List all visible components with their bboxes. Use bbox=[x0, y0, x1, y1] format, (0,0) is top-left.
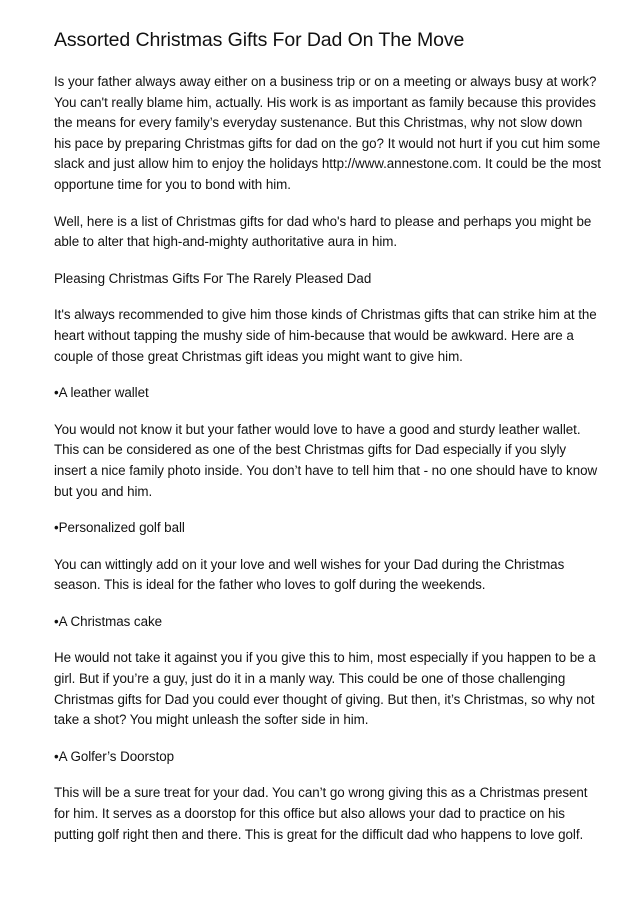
text-line: putting golf right then and there. This is great for the difficult dad who happens to love golf. bbox=[54, 826, 584, 842]
text-line: •A leather wallet bbox=[54, 385, 149, 401]
paragraph bbox=[54, 305, 597, 367]
paragraph bbox=[54, 555, 594, 596]
paragraph-spacer bbox=[54, 539, 594, 555]
text-line: girl. But if you’re a guy, just do it in a manly way. This could be one of those challenging bbox=[54, 671, 566, 687]
document-body bbox=[54, 72, 601, 845]
text-line: for him. It serves as a doorstop for this office but also allows your dad to practice on his bbox=[54, 806, 565, 822]
text-line: Is your father always away either on a business trip or on a meeting or always busy at work? bbox=[54, 74, 597, 89]
paragraph-spacer bbox=[54, 196, 594, 212]
text-line: heart without tapping the mushy side of him-because that would be awkward. Here are a bbox=[54, 327, 574, 343]
text-line: couple of those great Christmas gift ideas you might want to give him. bbox=[54, 348, 463, 364]
text-line: This will be a sure treat for your dad. You can’t go wrong giving this as a Christmas present bbox=[54, 785, 588, 801]
paragraph-spacer bbox=[54, 596, 594, 612]
text-line: He would not take it against you if you give this to him, most especially if you happen to be a bbox=[54, 650, 596, 666]
text-line: Christmas gifts for Dad you could ever thought of giving. But then, it’s Christmas, so why not bbox=[54, 691, 595, 707]
text-line: It's always recommended to give him those kinds of Christmas gifts that can strike him at the bbox=[54, 307, 597, 323]
text-line: This can be considered as one of the best Christmas gifts for Dad especially if you slyly bbox=[54, 442, 567, 458]
paragraph bbox=[54, 420, 598, 502]
document-page bbox=[54, 28, 601, 845]
paragraph bbox=[54, 747, 594, 768]
text-line: Pleasing Christmas Gifts For The Rarely Pleased Dad bbox=[54, 270, 372, 286]
text-line: opportune time for you to bond with him. bbox=[54, 176, 291, 192]
paragraph-spacer bbox=[54, 253, 594, 269]
paragraph bbox=[54, 518, 594, 539]
paragraph-spacer bbox=[54, 502, 594, 518]
paragraph bbox=[54, 612, 594, 633]
text-line: •A Golfer’s Doorstop bbox=[54, 748, 175, 764]
text-line: insert a nice family photo inside. You don’t have to tell him that - no one should have to know bbox=[54, 462, 598, 478]
text-line: take a shot? You might unleash the softer side in him. bbox=[54, 712, 369, 728]
paragraph-spacer bbox=[54, 404, 594, 420]
paragraph bbox=[54, 783, 594, 845]
paragraph-spacer bbox=[54, 367, 594, 383]
paragraph bbox=[54, 72, 601, 196]
text-line: You can't really blame him, actually. His work is as important as family because this provides bbox=[54, 94, 596, 110]
text-line: You can wittingly add on it your love and well wishes for your Dad during the Christmas bbox=[54, 556, 565, 572]
text-line: •A Christmas cake bbox=[54, 613, 163, 629]
paragraph-spacer bbox=[54, 289, 594, 305]
text-line: slack and just allow him to enjoy the holidays http://www.annestone.com. It could be the most bbox=[54, 156, 601, 172]
paragraph bbox=[54, 648, 594, 730]
paragraph bbox=[54, 383, 594, 404]
paragraph-spacer bbox=[54, 632, 594, 648]
text-line: •Personalized golf ball bbox=[54, 520, 185, 536]
paragraph bbox=[54, 269, 594, 290]
text-line: Well, here is a list of Christmas gifts for dad who's hard to please and perhaps you might be bbox=[54, 213, 592, 229]
text-line: able to alter that high-and-mighty authoritative aura in him. bbox=[54, 234, 398, 250]
page-title: Assorted Christmas Gifts For Dad On The Move bbox=[54, 29, 465, 51]
text-line: but you and him. bbox=[54, 483, 153, 499]
text-line: the means for every family’s everyday sustenance. But this Christmas, why not slow down bbox=[54, 115, 583, 131]
text-line: season. This is ideal for the father who loves to golf during the weekends. bbox=[54, 577, 486, 593]
paragraph-spacer bbox=[54, 731, 594, 747]
text-line: You would not know it but your father would love to have a good and sturdy leather wallet. bbox=[54, 421, 581, 437]
paragraph bbox=[54, 212, 594, 253]
text-line: his pace by preparing Christmas gifts for dad on the go? It would not hurt if you cut him some bbox=[54, 135, 601, 151]
paragraph-spacer bbox=[54, 767, 594, 783]
